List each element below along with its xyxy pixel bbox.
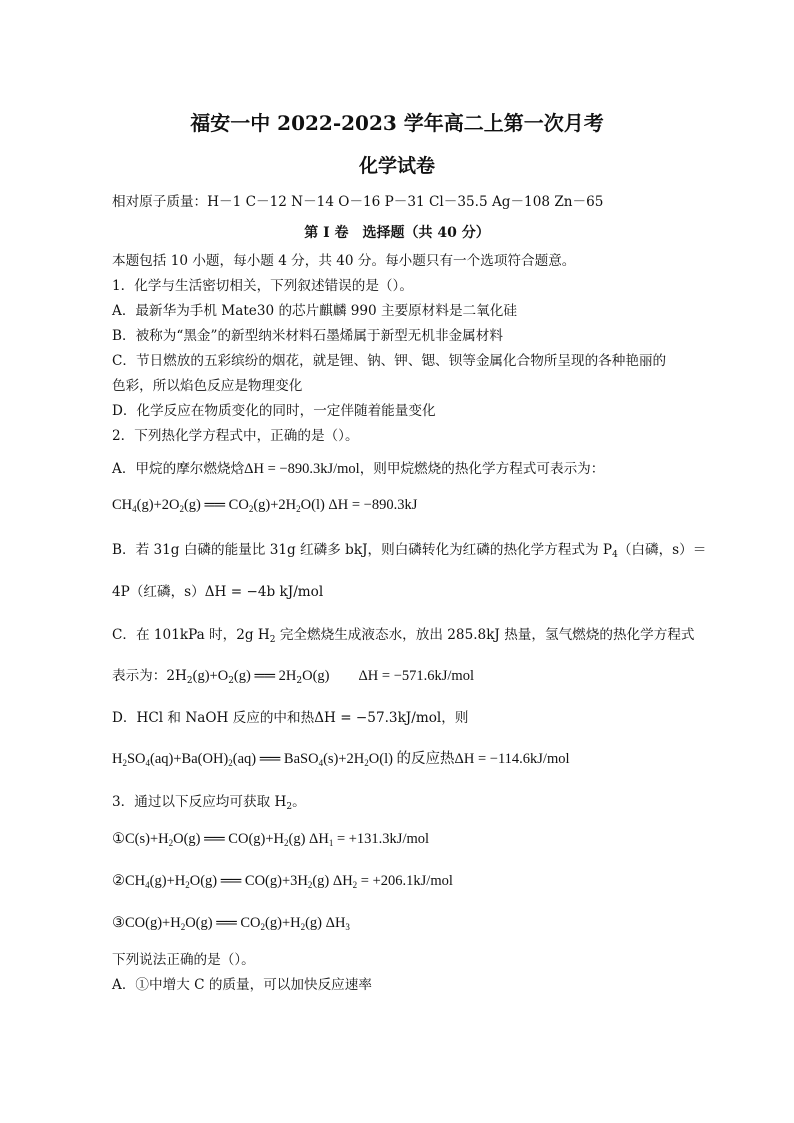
q1-option-b: B．被称为“黑金”的新型纳米材料石墨烯属于新型无机非金属材料: [112, 328, 503, 344]
q1-option-c-line1: C．节日燃放的五彩缤纷的烟花，就是锂、钠、钾、锶、钡等金属化合物所呈现的各种艳丽的: [112, 353, 667, 369]
atomic-mass-line: 相对原子质量：H－1 C－12 N－14 O－16 P－31 Cl－35.5 Ag－108 Zn－65: [112, 194, 604, 210]
q2-option-c-line2: 表示为：$2H_2(g)+O_2(g)$ ══ $2H_2O(g)$ ΔH = −571.6kJ/mol: [112, 668, 474, 686]
q2-option-b-line2: 4P（红磷，s）ΔH = −4b kJ/mol: [112, 584, 324, 600]
q1-stem: 1．化学与生活密切相关，下列叙述错误的是（）。: [112, 278, 413, 294]
q1-option-c-line2: 色彩，所以焰色反应是物理变化: [112, 378, 303, 394]
section-title: 第 I 卷 选择题（共 40 分）: [304, 225, 490, 241]
q3-question: 下列说法正确的是（）。: [112, 952, 255, 968]
q2-option-a-equation: $CH_4(g)+2O_2(g)$ ══ $CO_2(g)+2H_2O(l) \Delta H = -890.3kJ$: [112, 497, 418, 514]
q2-option-a-line1: A．甲烷的摩尔燃烧焓ΔH = −890.3kJ/mol，则甲烷燃烧的热化学方程式可表示为：: [112, 461, 605, 477]
exam-subtitle: 化学试卷: [358, 155, 435, 177]
section-instruction: 本题包括 10 小题，每小题 4 分，共 40 分。每小题只有一个选项符合题意。: [112, 253, 576, 269]
q2-stem: 2．下列热化学方程式中，正确的是（）。: [112, 428, 359, 444]
q2-option-d-equation: $H_2SO_4(aq)+Ba(OH)_2(aq)$ ══ $BaSO_4(s)+2H_2O(l)$ 的反应热ΔH = −114.6kJ/mol: [112, 751, 570, 768]
q3-reaction-2: $②CH_4(g)+H_2O(g)$ ══ $CO(g)+3H_2(g) \Delta H_2 = +206.1kJ/mol$: [112, 873, 453, 890]
q3-reaction-3: $③CO(g)+H_2O(g)$ ══ $CO_2(g)+H_2(g)$ $\Delta H_3$: [112, 915, 350, 932]
q3-option-a: A．①中增大 C 的质量，可以加快反应速率: [112, 977, 372, 993]
q3-reaction-1: $①C(s)+H_2O(g)$ ══ $CO(g)+H_2(g) \Delta H_1 = +131.3kJ/mol$: [112, 831, 430, 848]
q2-option-c-line1: C．在 101kPa 时，2g $H_2$ 完全燃烧生成液态水，放出 285.8kJ 热量，氢气燃烧的热化学方程式: [112, 627, 695, 645]
q1-option-d: D．化学反应在物质变化的同时，一定伴随着能量变化: [112, 403, 436, 419]
q2-option-b-line1: B．若 31g 白磷的能量比 31g 红磷多 bkJ，则白磷转化为红磷的热化学方程式为 $P_4$（白磷，s）＝: [112, 542, 707, 560]
q2-option-d-line1: D．HCl 和 NaOH 反应的中和热ΔH = −57.3kJ/mol，则: [112, 710, 469, 726]
exam-title: 福安一中 2022-2023 学年高二上第一次月考: [190, 111, 604, 135]
q3-stem: 3．通过以下反应均可获取 $H_2$。: [112, 794, 306, 812]
q1-option-a: A．最新华为手机 Mate30 的芯片麒麟 990 主要原材料是二氧化硅: [112, 303, 517, 319]
